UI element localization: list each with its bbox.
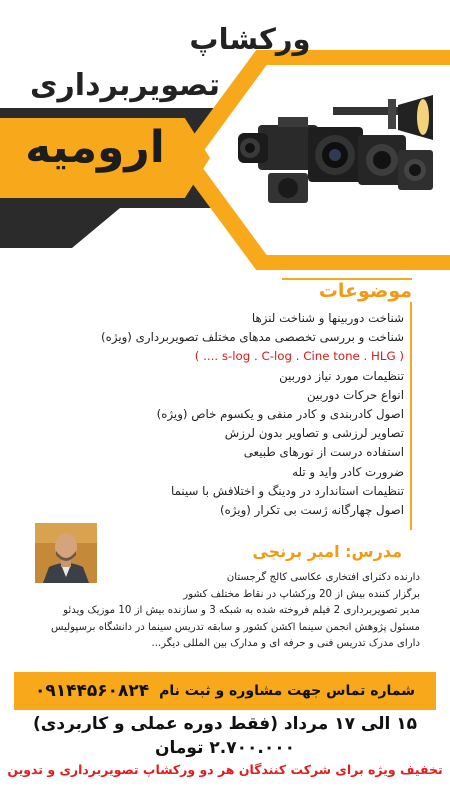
topic-item: استفاده درست از نورهای طبیعی: [243, 445, 404, 460]
topic-item: اصول چهارگانه ژست بی تکرار (ویژه): [220, 502, 404, 517]
topic-item: انواع حرکات دوربین: [306, 387, 404, 402]
topics-heading: موضوعات: [313, 280, 412, 302]
topic-item: ضرورت کادر واید و تله: [292, 464, 404, 479]
bio-line: دارنده دکترای افتخاری عکاسی کالج گرجستان: [226, 572, 420, 583]
dark-accent-shape: [0, 208, 120, 248]
topic-item: اصول کادربندی و کادر منفی و یکسوم خاص (ویژه): [156, 406, 404, 421]
title-line-2: تصویربرداری: [30, 68, 220, 103]
topic-item: شناخت و بررسی تخصصی مدهای مختلف تصویربرداری (ویژه): [101, 330, 404, 345]
bio-line: مدیر تصویربرداری 2 فیلم فروخته شده به شبکه 3 و سازنده بیش از 10 موزیک ویدئو: [63, 605, 420, 616]
topic-item: تنظیمات مورد نیاز دوربین: [279, 368, 404, 383]
contact-bar: [14, 672, 436, 710]
bio-line: مسئول پژوهش انجمن سینما اکشن کشور و سابقه تدریس سینما در دانشگاه برسپولیس: [50, 621, 420, 633]
bio-line: برگزار کننده بیش از 20 ورکشاپ در نقاط مختلف کشور: [183, 588, 420, 600]
topics-list: [24, 309, 404, 520]
bio-line: دارای مدرک تدریس فنی و حرفه ای و مدارک بین المللی دیگر...: [151, 638, 420, 649]
workshop-dates: ۱۵ الی ۱۷ مرداد (فقط دوره عملی و کاربردی): [33, 714, 417, 734]
topic-item: ( s-log . C-log . Cine tone . HLG .... ): [194, 349, 404, 364]
camera-equipment-image: [238, 95, 438, 215]
workshop-price: ۲.۷۰۰.۰۰۰ تومان: [155, 738, 295, 758]
topic-item: تصاویر لرزشی و تصاویر بدون لرزش: [224, 426, 404, 441]
teacher-heading: [252, 542, 402, 561]
discount-note: تخفیف ویژه برای شرکت کنندگان هر دو ورکشاپ تصویربرداری و تدوین: [7, 762, 443, 777]
contact-label: شماره تماس جهت مشاوره و ثبت نام: [159, 683, 415, 699]
teacher-label: مدرس:: [345, 542, 402, 561]
title-line-1: ورکشاپ: [189, 22, 311, 56]
phone-number[interactable]: ۰۹۱۴۴۵۶۰۸۲۴: [35, 681, 150, 701]
teacher-bio: [0, 570, 420, 653]
topic-item: تنظیمات استاندارد در ودینگ و اختلافش با سینما: [170, 483, 404, 498]
teacher-name: امیر برنجی: [252, 542, 340, 561]
city-name: ارومیه: [25, 122, 165, 173]
topic-item: شناخت دوربینها و شناخت لنزها: [251, 311, 404, 325]
